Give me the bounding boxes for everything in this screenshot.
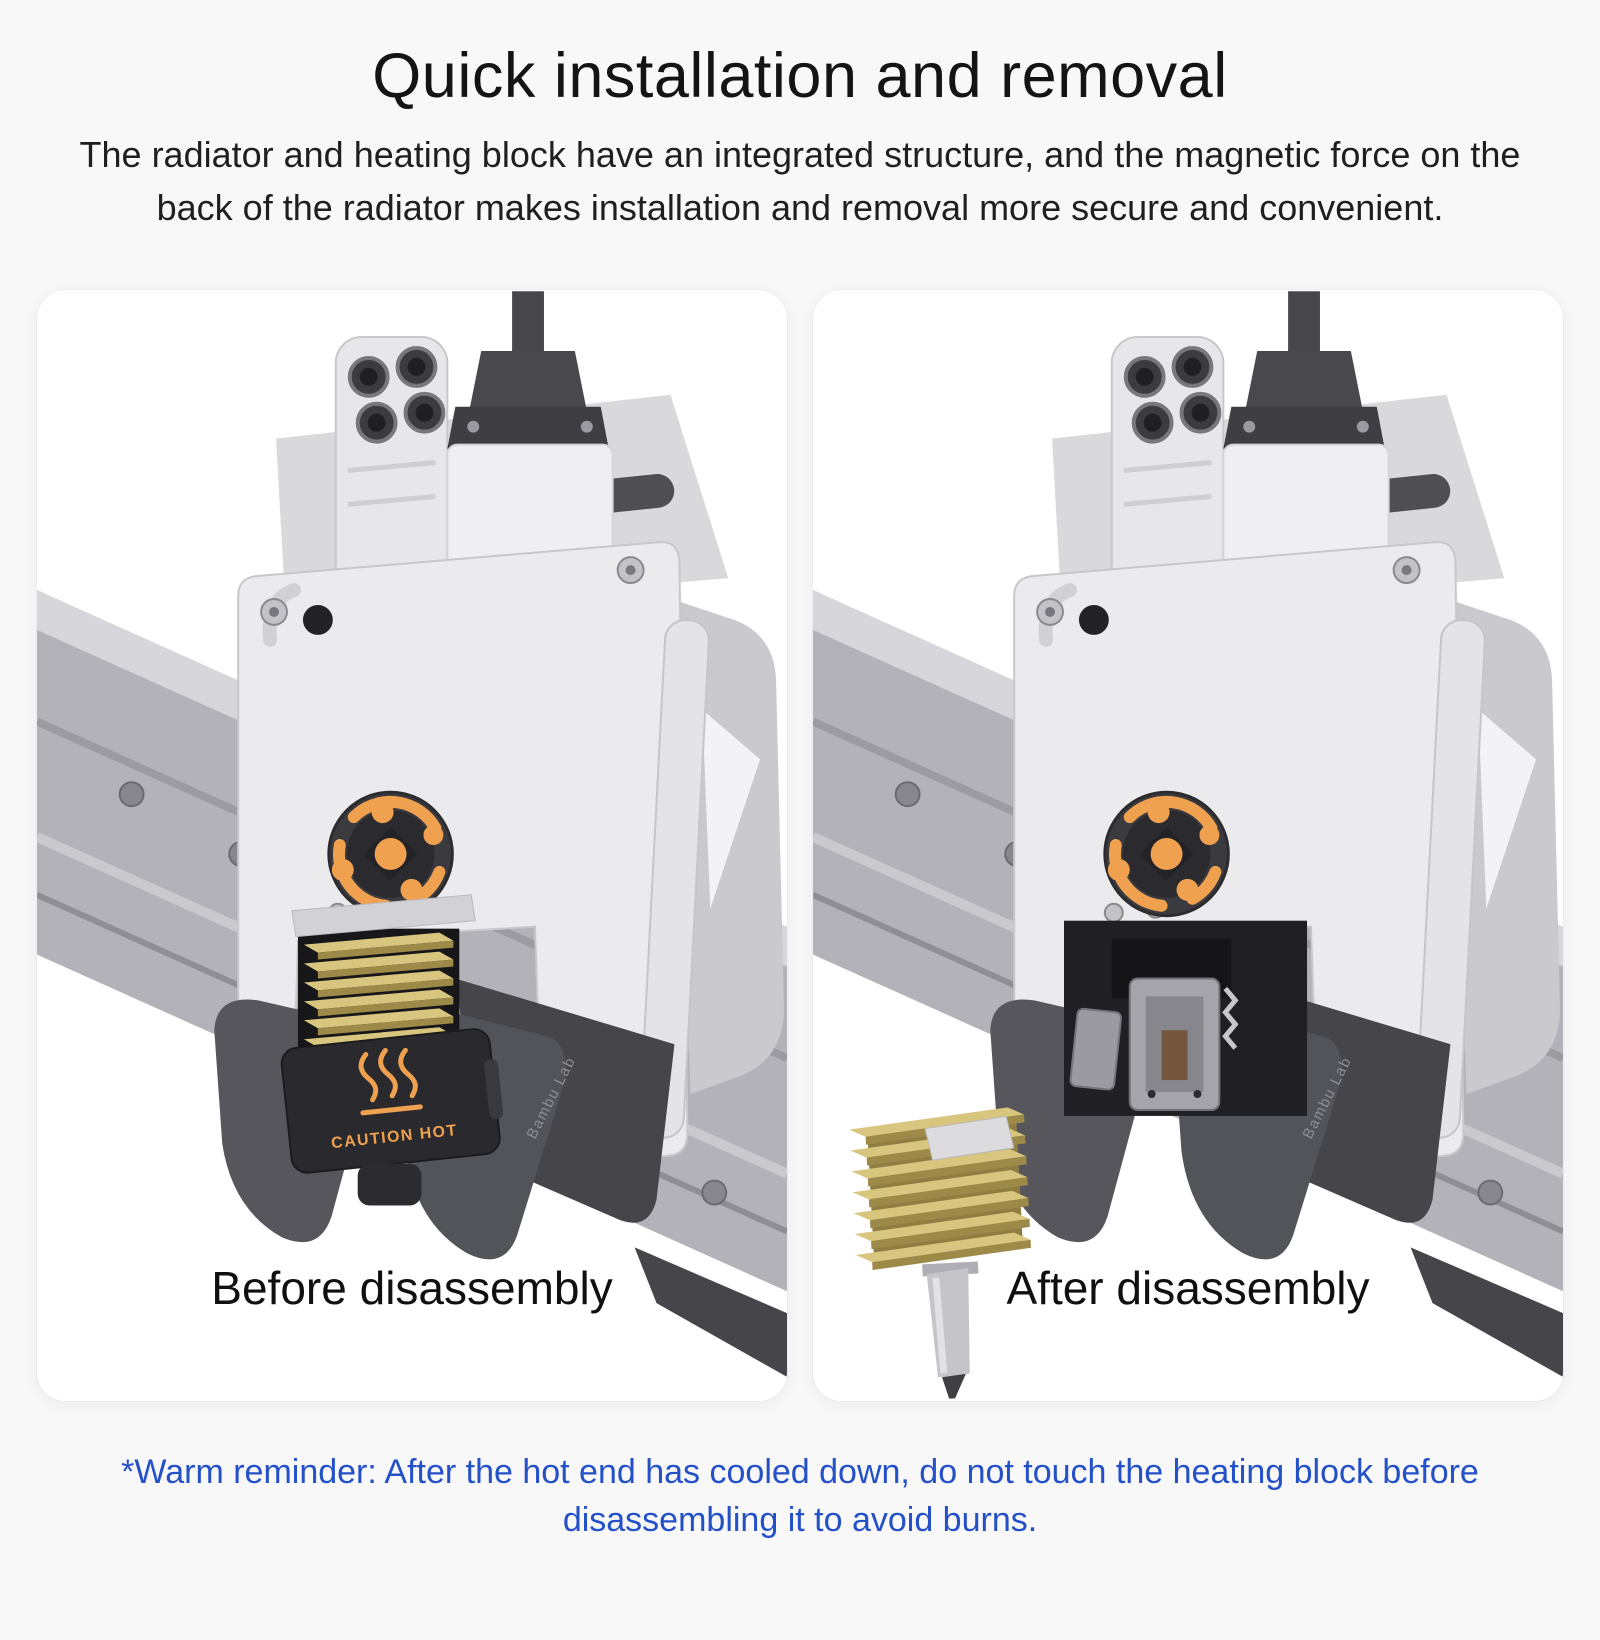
comparison-panels: [0, 289, 1600, 1402]
toolhead-photo-after: [813, 290, 1563, 1401]
page-description: The radiator and heating block have an integrated structure, and the magnetic force on the back of the radiator makes installation and removal more secure and convenient.: [79, 134, 1521, 229]
warning-note: *Warm reminder: After the hot end has cooled down, do not touch the heating block before disassembling it to avoid burns.: [121, 1452, 1479, 1539]
toolhead-photo-before: [37, 290, 787, 1401]
panel-before-label: Before disassembly: [211, 1261, 613, 1314]
page-title: Quick installation and removal: [372, 41, 1228, 111]
infographic-page: [0, 40, 1600, 1544]
panel-before: [36, 289, 788, 1402]
panel-after: [812, 289, 1564, 1402]
panel-after-label: After disassembly: [1006, 1261, 1370, 1314]
